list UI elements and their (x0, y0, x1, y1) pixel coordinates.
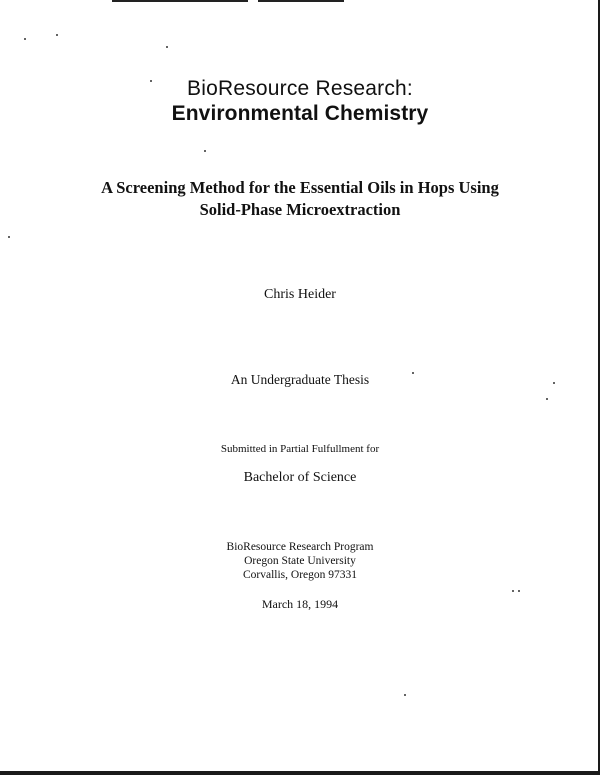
scan-artifact-top-line (258, 0, 344, 2)
scan-edge-bottom (0, 771, 600, 775)
university-name: Oregon State University (244, 555, 356, 567)
scan-speck (518, 590, 520, 592)
journal-heading (0, 76, 600, 126)
scan-speck (56, 34, 58, 36)
city-address: Corvallis, Oregon 97331 (242, 569, 358, 581)
degree-name: Bachelor of Science (243, 470, 357, 485)
scan-speck (546, 398, 548, 400)
scan-speck (24, 38, 26, 40)
program-name: BioResource Research Program (226, 541, 374, 553)
scan-speck (166, 46, 168, 48)
thesis-title (0, 177, 600, 221)
thesis-type: An Undergraduate Thesis (230, 372, 370, 387)
author-name: Chris Heider (264, 287, 336, 302)
submission-statement: Submitted in Partial Fulfullment for (220, 443, 380, 455)
scan-speck (8, 236, 10, 238)
scan-speck (404, 694, 406, 696)
scan-artifact-top-line (112, 0, 248, 2)
journal-name: BioResource Research: (187, 77, 413, 100)
scan-speck (512, 590, 514, 592)
journal-section: Environmental Chemistry (171, 102, 429, 125)
thesis-title-line-2: Solid-Phase Microextraction (199, 200, 401, 219)
institution-block (0, 540, 600, 582)
submission-date: March 18, 1994 (261, 597, 339, 611)
thesis-title-line-1: A Screening Method for the Essential Oils in Hops Using (101, 178, 499, 197)
scan-speck (204, 150, 206, 152)
